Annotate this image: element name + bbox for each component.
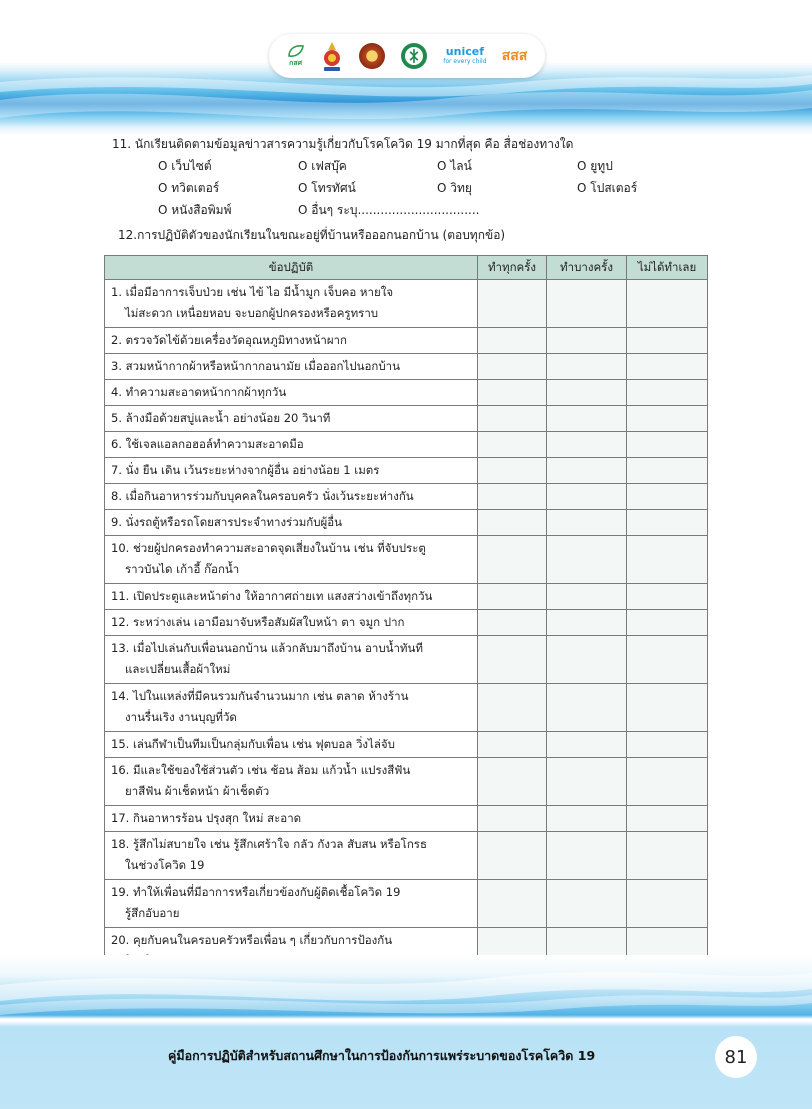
table-header-row <box>105 256 708 280</box>
leaf-icon <box>287 44 305 58</box>
practice-item-line2: ยาสีฟัน ผ้าเช็ดหน้า ผ้าเช็ดตัว <box>125 784 270 798</box>
practice-item-line2: และเปลี่ยนเสื้อผ้าใหม่ <box>125 662 231 676</box>
practice-item-line1: 19. ทำให้เพื่อนที่มีอาการหรือเกี่ยวข้องกับผู้ติดเชื้อโควิด 19 <box>111 885 401 899</box>
table-row <box>105 636 708 684</box>
option-line[interactable]: O ไลน์ <box>437 159 472 173</box>
practice-item <box>105 484 478 510</box>
answer-cell-never[interactable] <box>627 636 708 684</box>
answer-cell-every-time[interactable] <box>478 832 547 880</box>
answer-cell-sometimes[interactable] <box>547 758 627 806</box>
answer-cell-every-time[interactable] <box>478 758 547 806</box>
practice-item <box>105 806 478 832</box>
unicef-logo-text: unicef <box>445 45 484 58</box>
option-poster[interactable]: O โปสเตอร์ <box>577 181 638 195</box>
table-row <box>105 732 708 758</box>
answer-cell-every-time[interactable] <box>478 380 547 406</box>
sss-logo <box>502 45 528 67</box>
table-row <box>105 684 708 732</box>
answer-cell-never[interactable] <box>627 484 708 510</box>
practice-item-line1: 8. เมื่อกินอาหารร่วมกับบุคคลในครอบครัว นั่งเว้นระยะห่างกัน <box>111 489 414 503</box>
answer-cell-sometimes[interactable] <box>547 732 627 758</box>
question-12-title: 12.การปฏิบัติตัวของนักเรียนในขณะอยู่ที่บ้านหรือออกนอกบ้าน (ตอบทุกข้อ) <box>118 228 506 242</box>
table-body <box>105 280 708 976</box>
answer-cell-never[interactable] <box>627 758 708 806</box>
practice-item <box>105 280 478 328</box>
answer-cell-every-time[interactable] <box>478 610 547 636</box>
answer-cell-sometimes[interactable] <box>547 484 627 510</box>
practice-item-line1: 14. ไปในแหล่งที่มีคนรวมกันจำนวนมาก เช่น ตลาด ห้างร้าน <box>111 689 409 703</box>
answer-cell-sometimes[interactable] <box>547 684 627 732</box>
col-header-every-time: ทำทุกครั้ง <box>478 256 547 280</box>
option-television[interactable]: O โทรทัศน์ <box>298 181 356 195</box>
answer-cell-every-time[interactable] <box>478 354 547 380</box>
table-row <box>105 610 708 636</box>
answer-cell-every-time[interactable] <box>478 510 547 536</box>
answer-cell-never[interactable] <box>627 610 708 636</box>
answer-cell-sometimes[interactable] <box>547 880 627 928</box>
answer-cell-every-time[interactable] <box>478 458 547 484</box>
practice-item-line1: 9. นั่งรถตู้หรือรถโดยสารประจำทางร่วมกับผู้อื่น <box>111 515 343 529</box>
answer-cell-sometimes[interactable] <box>547 610 627 636</box>
answer-cell-never[interactable] <box>627 510 708 536</box>
option-website[interactable]: O เว็บไซต์ <box>158 159 212 173</box>
answer-cell-sometimes[interactable] <box>547 280 627 328</box>
answer-cell-never[interactable] <box>627 458 708 484</box>
answer-cell-sometimes[interactable] <box>547 432 627 458</box>
header-logo-bar <box>269 34 545 78</box>
col-header-practice: ข้อปฏิบัติ <box>105 256 478 280</box>
answer-cell-never[interactable] <box>627 328 708 354</box>
sss-logo-text: สสส <box>501 48 528 64</box>
practice-item-line1: 17. กินอาหารร้อน ปรุงสุก ใหม่ สะอาด <box>111 811 302 825</box>
table-row <box>105 484 708 510</box>
option-twitter[interactable]: O ทวิตเตอร์ <box>158 181 220 195</box>
answer-cell-sometimes[interactable] <box>547 832 627 880</box>
answer-cell-never[interactable] <box>627 354 708 380</box>
practice-item <box>105 380 478 406</box>
answer-cell-every-time[interactable] <box>478 536 547 584</box>
practice-item-line1: 18. รู้สึกไม่สบายใจ เช่น รู้สึกเศร้าใจ กลัว กังวล สับสน หรือโกรธ <box>111 837 427 851</box>
answer-cell-never[interactable] <box>627 380 708 406</box>
practice-item <box>105 880 478 928</box>
answer-cell-sometimes[interactable] <box>547 510 627 536</box>
practice-item-line1: 15. เล่นกีฬาเป็นทีมเป็นกลุ่มกับเพื่อน เช่น ฟุตบอล วิ่งไล่จับ <box>111 737 395 751</box>
practice-item <box>105 406 478 432</box>
answer-cell-never[interactable] <box>627 584 708 610</box>
thaihealth-logo-text: กสศ <box>289 58 303 67</box>
practice-item <box>105 432 478 458</box>
obec-seal-icon <box>320 40 344 72</box>
obec-seal-logo <box>320 40 344 72</box>
practice-item-line2: งานรื่นเริง งานบุญที่วัด <box>125 710 237 724</box>
practice-item-line2: รู้สึกอับอาย <box>125 906 180 920</box>
answer-cell-sometimes[interactable] <box>547 536 627 584</box>
practice-item-line2: ไม่สะดวก เหนื่อยหอบ จะบอกผู้ปกครองหรือครูทราบ <box>125 306 379 320</box>
footer-title: คู่มือการปฏิบัติสำหรับสถานศึกษาในการป้องกันการแพร่ระบาดของโรคโควิด 19 <box>168 1048 596 1063</box>
practice-item-line1: 7. นั่ง ยืน เดิน เว้นระยะห่างจากผู้อื่น อย่างน้อย 1 เมตร <box>111 463 380 477</box>
moph-logo <box>400 42 428 70</box>
option-other-specify[interactable]: O อื่นๆ ระบุ................................ <box>298 203 480 217</box>
answer-cell-never[interactable] <box>627 432 708 458</box>
answer-cell-sometimes[interactable] <box>547 328 627 354</box>
practice-item <box>105 536 478 584</box>
page-number: 81 <box>715 1036 757 1078</box>
answer-cell-never[interactable] <box>627 536 708 584</box>
answer-cell-never[interactable] <box>627 806 708 832</box>
practice-item-line1: 13. เมื่อไปเล่นกับเพื่อนนอกบ้าน แล้วกลับมาถึงบ้าน อาบน้ำทันที <box>111 641 423 655</box>
practice-item-line1: 3. สวมหน้ากากผ้าหรือหน้ากากอนามัย เมื่อออกไปนอกบ้าน <box>111 359 400 373</box>
answer-cell-every-time[interactable] <box>478 406 547 432</box>
practice-item-line1: 10. ช่วยผู้ปกครองทำความสะอาดจุดเสี่ยงในบ้าน เช่น ที่จับประตู <box>111 541 426 555</box>
table-row <box>105 406 708 432</box>
option-radio[interactable]: O วิทยุ <box>437 181 472 195</box>
practice-item-line1: 16. มีและใช้ของใช้ส่วนตัว เช่น ช้อน ส้อม แก้วน้ำ แปรงสีฟัน <box>111 763 411 777</box>
answer-cell-every-time[interactable] <box>478 584 547 610</box>
answer-cell-every-time[interactable] <box>478 732 547 758</box>
moph-seal-icon <box>400 42 428 70</box>
answer-cell-never[interactable] <box>627 832 708 880</box>
practice-item <box>105 510 478 536</box>
answer-cell-never[interactable] <box>627 880 708 928</box>
option-youtube[interactable]: O ยูทูป <box>577 159 613 173</box>
answer-cell-never[interactable] <box>627 732 708 758</box>
practice-item-line1: 6. ใช้เจลแอลกอฮอล์ทำความสะอาดมือ <box>111 437 304 451</box>
practice-item <box>105 458 478 484</box>
practice-item-line2: ในช่วงโควิด 19 <box>125 858 205 872</box>
table-row <box>105 280 708 328</box>
option-newspaper[interactable]: O หนังสือพิมพ์ <box>158 203 232 217</box>
col-header-never: ไม่ได้ทำเลย <box>627 256 708 280</box>
table-row <box>105 584 708 610</box>
answer-cell-every-time[interactable] <box>478 684 547 732</box>
thaihealth-logo <box>287 44 305 69</box>
seal-icon <box>359 43 385 69</box>
practice-item-line1: 12. ระหว่างเล่น เอามือมาจับหรือสัมผัสใบหน้า ตา จมูก ปาก <box>111 615 405 629</box>
unicef-tagline: for every child <box>443 58 487 65</box>
table-row <box>105 758 708 806</box>
unicef-logo <box>443 46 486 66</box>
footer-wave-decoration <box>0 955 812 1030</box>
table-row <box>105 432 708 458</box>
answer-cell-every-time[interactable] <box>478 880 547 928</box>
practice-item <box>105 832 478 880</box>
answer-cell-every-time[interactable] <box>478 636 547 684</box>
ministry-education-seal-logo <box>359 43 385 69</box>
practice-item <box>105 758 478 806</box>
answer-cell-sometimes[interactable] <box>547 354 627 380</box>
practice-item-line1: 2. ตรวจวัดไข้ด้วยเครื่องวัดอุณหภูมิทางหน้าผาก <box>111 333 347 347</box>
answer-cell-every-time[interactable] <box>478 432 547 458</box>
answer-cell-every-time[interactable] <box>478 484 547 510</box>
practice-item <box>105 610 478 636</box>
table-row <box>105 536 708 584</box>
practice-item-line1: 20. คุยกับคนในครอบครัวหรือเพื่อน ๆ เกี่ยวกับการป้องกัน <box>111 933 393 947</box>
table-row <box>105 806 708 832</box>
option-facebook[interactable]: O เฟสบุ๊ค <box>298 159 347 173</box>
practice-table <box>104 255 708 976</box>
answer-cell-sometimes[interactable] <box>547 406 627 432</box>
answer-cell-every-time[interactable] <box>478 806 547 832</box>
practice-item <box>105 636 478 684</box>
practice-item-line1: 5. ล้างมือด้วยสบู่และน้ำ อย่างน้อย 20 วินาที <box>111 411 331 425</box>
practice-item <box>105 354 478 380</box>
table-row <box>105 354 708 380</box>
table-row <box>105 380 708 406</box>
practice-item <box>105 684 478 732</box>
answer-cell-sometimes[interactable] <box>547 458 627 484</box>
table-row <box>105 458 708 484</box>
table-row <box>105 880 708 928</box>
practice-item <box>105 328 478 354</box>
practice-item <box>105 584 478 610</box>
answer-cell-every-time[interactable] <box>478 328 547 354</box>
answer-cell-never[interactable] <box>627 684 708 732</box>
practice-item-line1: 4. ทำความสะอาดหน้ากากผ้าทุกวัน <box>111 385 287 399</box>
table-row <box>105 832 708 880</box>
practice-item-line2: ราวบันได เก้าอี้ ก๊อกน้ำ <box>125 562 240 576</box>
answer-cell-sometimes[interactable] <box>547 806 627 832</box>
answer-cell-never[interactable] <box>627 280 708 328</box>
practice-item <box>105 732 478 758</box>
table-row <box>105 510 708 536</box>
answer-cell-sometimes[interactable] <box>547 380 627 406</box>
answer-cell-every-time[interactable] <box>478 280 547 328</box>
practice-item-line1: 1. เมื่อมีอาการเจ็บป่วย เช่น ไข้ ไอ มีน้ำมูก เจ็บคอ หายใจ <box>111 285 394 299</box>
col-header-sometimes: ทำบางครั้ง <box>547 256 627 280</box>
question-11-title: 11. นักเรียนติดตามข้อมูลข่าวสารความรู้เกี่ยวกับโรคโควิด 19 มากที่สุด คือ สื่อช่องทางใด <box>112 137 574 151</box>
practice-item-line1: 11. เปิดประตูและหน้าต่าง ให้อากาศถ่ายเท แสงสว่างเข้าถึงทุกวัน <box>111 589 433 603</box>
answer-cell-never[interactable] <box>627 406 708 432</box>
answer-cell-sometimes[interactable] <box>547 584 627 610</box>
table-row <box>105 328 708 354</box>
answer-cell-sometimes[interactable] <box>547 636 627 684</box>
